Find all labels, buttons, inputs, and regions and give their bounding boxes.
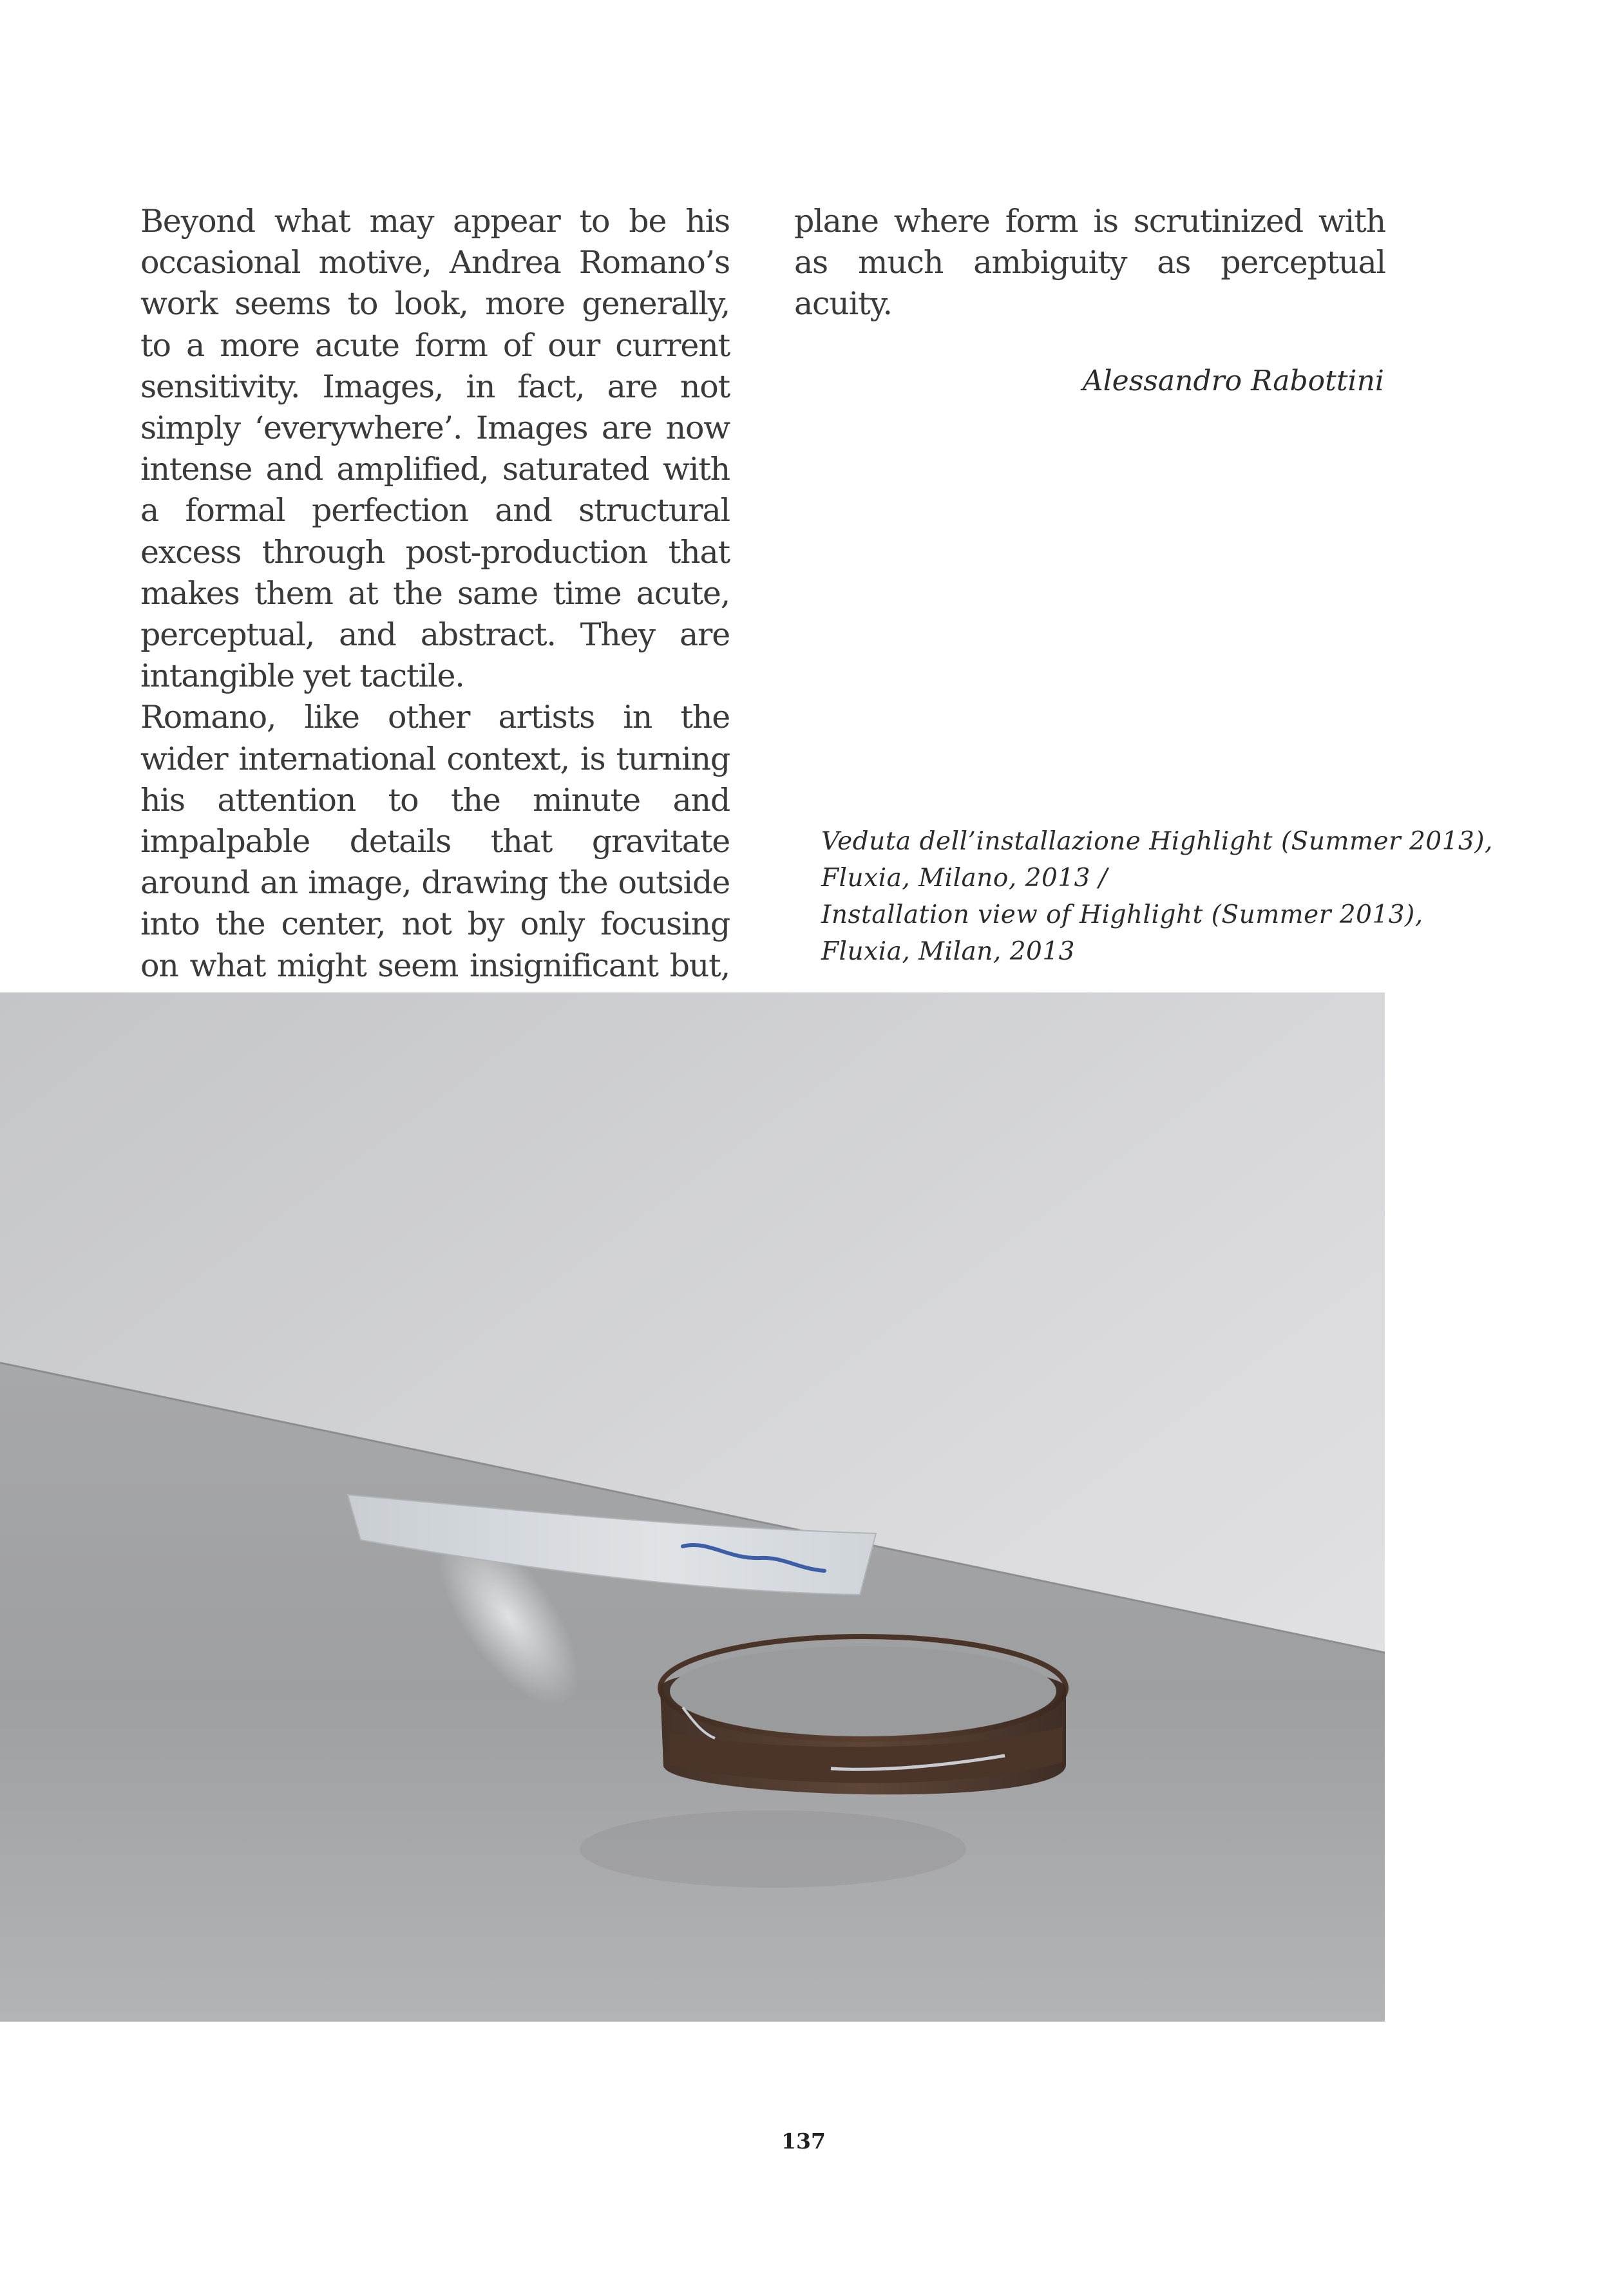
page-number: 137 [781,2129,826,2154]
paragraph-3: plane where form is scrutinized with as much ambiguity as perceptual acuity. [794,203,1385,323]
caption-line: Veduta dell’installazione Highlight (Summer 2013), [821,827,1493,856]
paragraph-2: Romano, like other artists in the wider international context, is turning his attention to the minute and impalpable details that gravitate around an image, drawing the outside into the center, not by only focusing on what might seem insignificant but, [140,699,730,984]
author-signature: Alessandro Rabottini [1082,365,1384,397]
text-column-right [794,201,1385,325]
caption-line: Installation view of Highlight (Summer 2013), [821,900,1423,929]
text-column-left [140,201,730,1069]
caption-line: Fluxia, Milan, 2013 [821,937,1075,966]
caption-line: Fluxia, Milano, 2013 / [821,864,1108,893]
installation-photo [0,992,1385,2022]
paragraph-1: Beyond what may appear to be his occasional motive, Andrea Romano’s work seems to look, more generally, to a more acute form of our current sensitivity. Images, in fact, are not simply ‘everywhere’. Images are now intense and amplified, saturated with a formal perfection and structural excess through post-production that makes them at the same time acute, perceptual, and abstract. They are intangible yet tactile. [140,203,730,695]
photo-caption [821,823,1493,970]
